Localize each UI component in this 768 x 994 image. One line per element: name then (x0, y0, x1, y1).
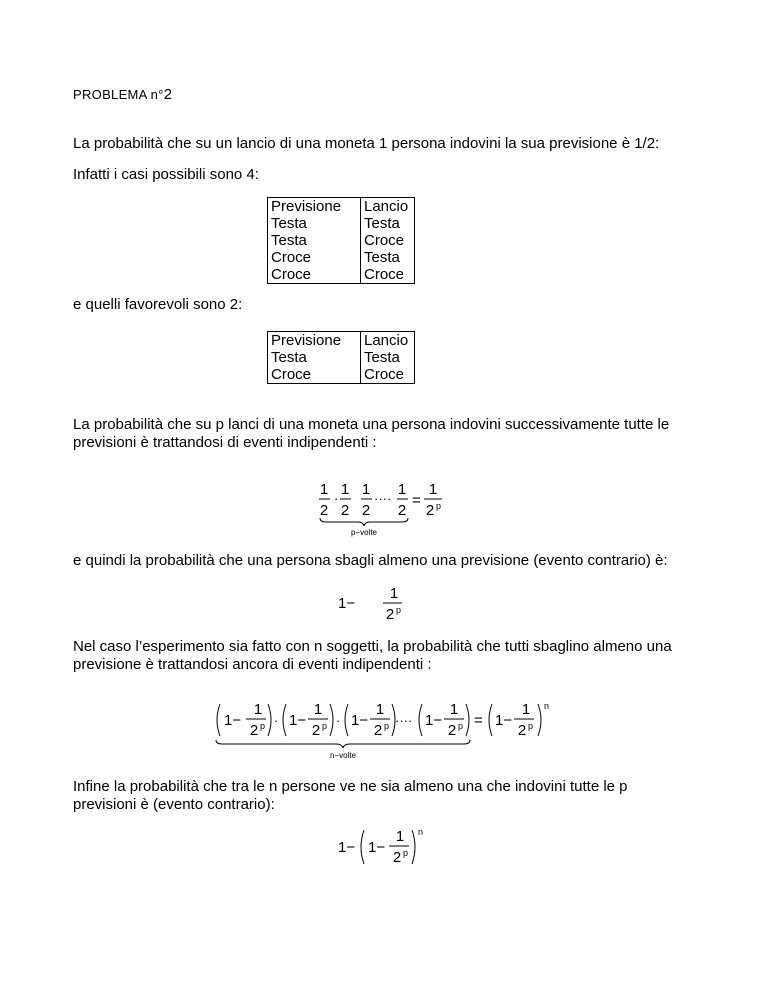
table-cell: Croce (268, 266, 361, 284)
formula-denominator: 2 (361, 502, 371, 519)
formula-denominator: 2 (392, 849, 402, 866)
formula-underbrace-label: p−volte (350, 528, 378, 537)
formula-dot: · (334, 491, 339, 506)
formula-exponent-n: n (418, 827, 424, 837)
table-row (268, 215, 415, 232)
table-cell: Croce (268, 366, 361, 384)
paragraph-p-launches-line2: previsioni è trattandosi di eventi indipendenti : (73, 434, 377, 451)
paragraph-favourable-cases: e quelli favorevoli sono 2: (73, 296, 243, 313)
formula-final-probability (338, 822, 438, 874)
formula-denominator: 2 (311, 722, 321, 739)
underbrace-icon (216, 740, 470, 748)
formula-dot: · (336, 713, 341, 728)
table-header-cell: Previsione (268, 332, 361, 350)
table-row (268, 366, 415, 384)
formula-numerator: 1 (313, 701, 323, 718)
formula-numerator: 1 (428, 481, 438, 498)
formula-dot: · (274, 713, 279, 728)
table-cell: Testa (268, 349, 361, 366)
formula-numerator: 1 (389, 585, 399, 602)
paragraph-n-subjects-line1: Nel caso l’esperimento sia fatto con n soggetti, la probabilità che tutti sbaglino almeno una (73, 638, 672, 655)
paragraph-intro: La probabilità che su un lancio di una moneta 1 persona indovini la sua previsione è 1/2: (73, 135, 660, 152)
favourable-cases-table (267, 331, 415, 384)
formula-denominator: 2 (385, 606, 395, 623)
formula-numerator: 1 (253, 701, 263, 718)
table-header-cell: Previsione (268, 198, 361, 216)
formula-numerator: 1 (521, 701, 531, 718)
paragraph-n-subjects-line2: previsione è trattandosi ancora di eventi indipendenti : (73, 656, 432, 673)
formula-exponent: p (436, 501, 442, 511)
formula-dots: ···· (395, 713, 413, 728)
table-header-cell: Lancio (361, 332, 415, 350)
table-header-cell: Lancio (361, 198, 415, 216)
formula-denominator: 2 (249, 722, 259, 739)
formula-one-minus: 1− (338, 595, 356, 612)
table-row (268, 232, 415, 249)
paragraph-final-line1: Infine la probabilità che tra le n persone ve ne sia almeno una che indovini tutte le p (73, 778, 628, 795)
formula-underbrace-label: n−volte (329, 751, 357, 760)
possible-cases-table (267, 197, 415, 284)
problem-heading (73, 86, 172, 104)
formula-one-minus: 1− (338, 839, 356, 856)
table-header-row (268, 332, 415, 350)
formula-numerator: 1 (397, 481, 407, 498)
formula-denominator: 2 (517, 722, 527, 739)
formula-exponent: p (322, 721, 328, 731)
formula-product-n-factors (212, 698, 552, 764)
formula-denominator: 2 (340, 502, 350, 519)
table-cell: Testa (268, 232, 361, 249)
formula-numerator: 1 (449, 701, 459, 718)
formula-one-minus: 1− (425, 712, 443, 729)
formula-one-minus: 1− (289, 712, 307, 729)
underbrace-icon (320, 518, 408, 526)
heading-number: 2 (163, 86, 173, 103)
table-cell: Croce (361, 232, 415, 249)
heading-number-sign: n° (150, 87, 164, 102)
formula-denominator: 2 (447, 722, 457, 739)
formula-exponent: p (396, 605, 402, 615)
formula-equals: = (412, 492, 421, 509)
paragraph-complement: e quindi la probabilità che una persona sbagli almeno una previsione (evento contrario) è: (73, 552, 668, 569)
formula-exponent: p (260, 721, 266, 731)
table-row (268, 266, 415, 284)
formula-product-halves (318, 478, 448, 538)
formula-exponent-n: n (544, 701, 550, 711)
formula-exponent: p (403, 848, 409, 858)
table-cell: Testa (268, 215, 361, 232)
heading-word: PROBLEMA (73, 87, 148, 102)
formula-denominator: 2 (319, 502, 329, 519)
formula-equals: = (474, 712, 483, 729)
table-cell: Croce (361, 266, 415, 284)
table-row (268, 249, 415, 266)
formula-exponent: p (384, 721, 390, 731)
formula-one-minus: 1− (368, 839, 386, 856)
formula-numerator: 1 (340, 481, 350, 498)
formula-complement (338, 584, 408, 626)
formula-one-minus: 1− (224, 712, 242, 729)
formula-numerator: 1 (375, 701, 385, 718)
paragraph-final-line2: previsioni è (evento contrario): (73, 796, 275, 813)
formula-denominator: 2 (373, 722, 383, 739)
table-cell: Croce (361, 366, 415, 384)
formula-one-minus: 1− (351, 712, 369, 729)
formula-numerator: 1 (361, 481, 371, 498)
table-cell: Testa (361, 249, 415, 266)
formula-numerator: 1 (319, 481, 329, 498)
table-header-row (268, 198, 415, 216)
table-cell: Croce (268, 249, 361, 266)
paragraph-possible-cases: Infatti i casi possibili sono 4: (73, 166, 259, 183)
formula-dots: ···· (374, 491, 392, 506)
formula-exponent: p (528, 721, 534, 731)
formula-denominator: 2 (425, 502, 435, 519)
table-row (268, 349, 415, 366)
formula-numerator: 1 (395, 828, 405, 845)
formula-denominator: 2 (397, 502, 407, 519)
paragraph-p-launches-line1: La probabilità che su p lanci di una moneta una persona indovini successivamente tutte le (73, 416, 670, 433)
table-cell: Testa (361, 349, 415, 366)
formula-exponent: p (458, 721, 464, 731)
table-cell: Testa (361, 215, 415, 232)
formula-one-minus: 1− (495, 712, 513, 729)
